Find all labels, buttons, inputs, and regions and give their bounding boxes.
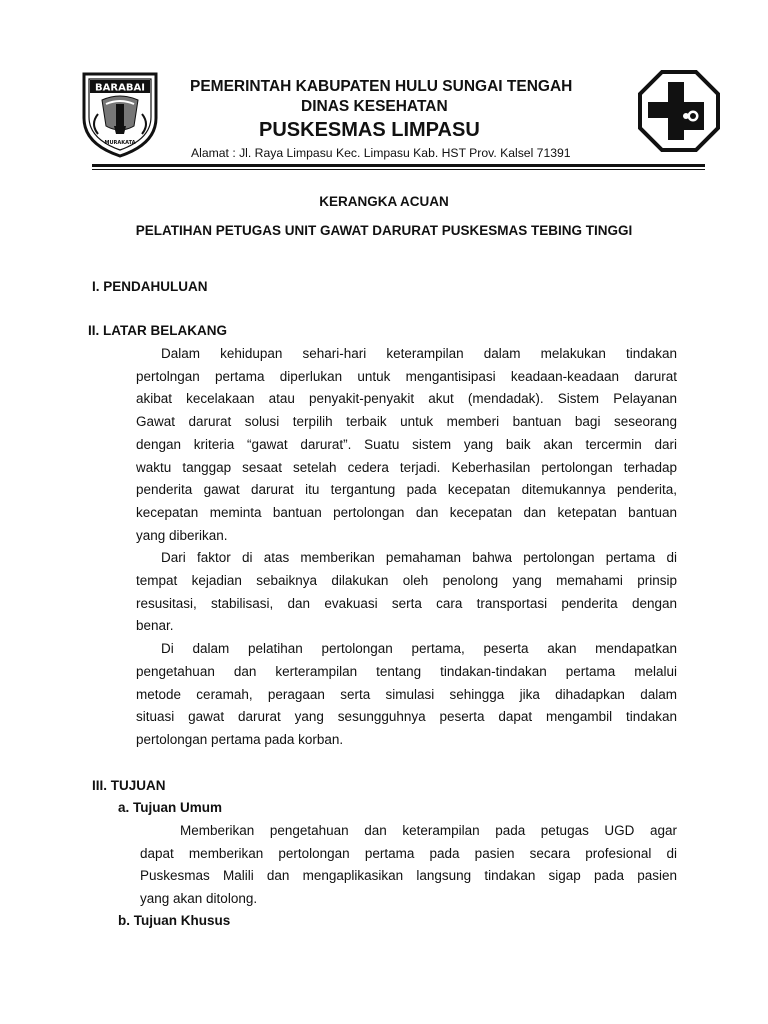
svg-text:BARABAI: BARABAI <box>95 82 145 94</box>
tujuan-umum-heading: a. Tujuan Umum <box>118 800 223 815</box>
text-line: penderita gawat darurat itu tergantung pada kecepatan ditemukannya penderita, <box>136 482 677 498</box>
paragraph-end <box>136 729 677 752</box>
paragraph <box>136 638 677 661</box>
text-line: Puskesmas Malili dan mengaplikasikan langsung tindakan sigap pada pasien <box>140 868 677 884</box>
paragraph-continuation <box>140 843 677 888</box>
header-government-line: PEMERINTAH KABUPATEN HULU SUNGAI TENGAH <box>190 78 573 95</box>
header-department-line: DINAS KESEHATAN <box>301 98 448 115</box>
text-line: pertolngan pertama diperlukan untuk mengantisipasi keadaan-keadaan darurat <box>136 368 677 384</box>
text-line: resusitasi, stabilisasi, dan evakuasi serta cara transportasi penderita dengan <box>136 595 677 611</box>
header-puskesmas-name: PUSKESMAS LIMPASU <box>259 119 480 141</box>
paragraph-end <box>140 888 677 911</box>
paragraph-end <box>136 525 677 548</box>
tujuan-khusus-heading: b. Tujuan Khusus <box>118 913 231 928</box>
paragraph-end <box>136 615 677 638</box>
text-line: Dari faktor di atas memberikan pemahaman bahwa pertolongan pertama di <box>161 550 677 566</box>
text-line: pertolongan pertama pada korban. <box>136 731 344 747</box>
header-address: Alamat : Jl. Raya Limpasu Kec. Limpasu Kab. HST Prov. Kalsel 71391 <box>191 146 571 160</box>
paragraph-continuation <box>136 570 677 615</box>
regency-emblem-logo <box>80 70 160 158</box>
section-pendahuluan-heading: I. PENDAHULUAN <box>92 279 208 294</box>
section-tujuan-heading: III. TUJUAN <box>92 778 166 793</box>
text-line: metode ceramah, peragaan serta simulasi sehingga jika dihadapkan dalam <box>136 686 677 702</box>
text-line: tempat kejadian sebaiknya dilakukan oleh penolong yang memahami prinsip <box>136 573 677 589</box>
paragraph <box>136 547 677 570</box>
text-line: yang diberikan. <box>136 527 228 543</box>
svg-text:MURAKATA: MURAKATA <box>104 140 136 146</box>
text-line: yang akan ditolong. <box>140 891 258 907</box>
text-line: akibat kecelakaan atau penyakit-penyakit akut (mendadak). Sistem Pelayanan <box>136 391 677 407</box>
text-line: dapat memberikan pertolongan pertama pada pasien secara profesional di <box>140 845 677 861</box>
header-divider-thin <box>92 169 705 170</box>
text-line: pengetahuan dan kerterampilan tentang tindakan-tindakan pertama melalui <box>136 663 677 679</box>
tujuan-umum-body <box>140 820 677 911</box>
text-line: situasi gawat darurat yang sesungguhnya peserta dapat mengambil tindakan <box>136 709 677 725</box>
document-subtitle: PELATIHAN PETUGAS UNIT GAWAT DARURAT PUSKESMAS TEBING TINGGI <box>135 223 633 238</box>
text-line: Dalam kehidupan sehari-hari keterampilan dalam melakukan tindakan <box>161 346 677 361</box>
text-line: benar. <box>136 618 174 634</box>
text-line: waktu tanggap sesaat setelah cedera terjadi. Keberhasilan pertolongan terhadap <box>136 459 677 475</box>
text-line: Memberikan pengetahuan dan keterampilan pada petugas UGD agar <box>180 823 677 838</box>
puskesmas-logo <box>638 70 720 152</box>
paragraph-continuation <box>136 366 677 525</box>
text-line: dengan kriteria “gawat darurat”. Suatu sistem yang baik akan tercermin dari <box>136 436 677 452</box>
document-title: KERANGKA ACUAN <box>319 194 449 209</box>
text-line: Di dalam pelatihan pertolongan pertama, peserta akan mendapatkan <box>161 641 677 657</box>
paragraph <box>140 820 677 843</box>
header-divider-thick <box>92 164 705 167</box>
latar-belakang-body <box>136 343 677 752</box>
paragraph <box>136 343 677 366</box>
text-line: Gawat darurat solusi terpilih terbaik untuk memberi bantuan bagi seseorang <box>136 414 677 430</box>
text-line: kecepatan meminta bantuan pertolongan dan kecepatan dan ketepatan bantuan <box>136 504 677 520</box>
section-latar-belakang-heading: II. LATAR BELAKANG <box>88 323 227 338</box>
paragraph-continuation <box>136 661 677 729</box>
